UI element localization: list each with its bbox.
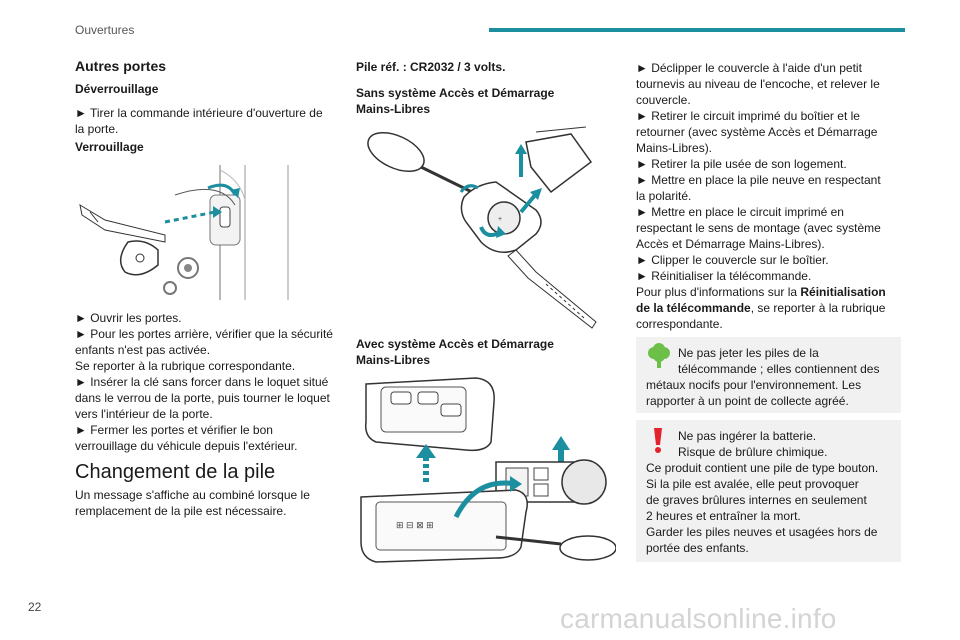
text-line: Ne pas ingérer la batterie. (678, 429, 817, 443)
exclamation-icon (648, 426, 668, 454)
text-line: Risque de brûlure chimique. (678, 445, 828, 459)
text-line: ► Ouvrir les portes. (75, 311, 182, 325)
deverrouillage-text (75, 105, 323, 137)
text-line: remplacement de la pile est nécessaire. (75, 504, 287, 518)
text-line: couvercle. (636, 93, 691, 107)
text-line: ► Tirer la commande intérieure d'ouverture de (75, 106, 323, 120)
text-line: verrouillage du véhicule depuis l'extérieur. (75, 439, 298, 453)
watermark: carmanualsonline.info (560, 603, 837, 634)
door-lock-illustration (70, 160, 340, 302)
svg-text:⊞ ⊟ ⊠ ⊞: ⊞ ⊟ ⊠ ⊞ (396, 520, 434, 530)
section-title-autres-portes: Autres portes (75, 58, 167, 74)
text-line: Si la pile est avalée, elle peut provoquer (646, 477, 859, 491)
running-header: Ouvertures (75, 23, 135, 37)
warning-note (636, 420, 901, 562)
text-line: Mains-Libres (356, 353, 431, 367)
text-line: de graves brûlures internes en seulement (646, 493, 867, 507)
battery-reference: Pile réf. : CR2032 / 3 volts. (356, 60, 506, 74)
hands-free-key-illustration (356, 372, 616, 564)
text-line: respectant le sens de montage (avec système (636, 221, 881, 235)
heading-sans-systeme (356, 85, 554, 117)
text-line: ► Déclipper le couvercle à l'aide d'un petit (636, 61, 862, 75)
battery-replacement-steps (636, 60, 901, 332)
text-line: dans le verrou de la porte, puis tourner le loquet (75, 391, 330, 405)
tree-icon (646, 343, 672, 369)
eco-note (636, 337, 901, 413)
text-line: ► Insérer la clé sans forcer dans le loquet situé (75, 375, 329, 389)
text-line: enfants n'est pas activée. (75, 343, 211, 357)
text-line: ► Mettre en place le circuit imprimé en (636, 205, 844, 219)
text-line: ► Fermer les portes et vérifier le bon (75, 423, 273, 437)
text-line: portée des enfants. (646, 541, 749, 555)
text-line: vers l'intérieur de la porte. (75, 407, 213, 421)
verrouillage-steps (75, 310, 340, 454)
text-line: correspondante. (636, 317, 723, 331)
heading-verrouillage: Verrouillage (75, 140, 144, 154)
text-line: Ce produit contient une pile de type bouton. (646, 461, 879, 475)
reference-line (636, 284, 901, 300)
text-line: ► Clipper le couvercle sur le boîtier. (636, 253, 829, 267)
key-battery-illustration (356, 122, 616, 332)
heading-avec-systeme (356, 336, 554, 368)
text-line: métaux nocifs pour l'environnement. Les (646, 378, 862, 392)
text-line: ► Retirer la pile usée de son logement. (636, 157, 847, 171)
page-number: 22 (28, 600, 42, 614)
text-line: tournevis au niveau de l'encoche, et relever le (636, 77, 880, 91)
text-line: ► Pour les portes arrière, vérifier que la sécurité (75, 327, 333, 341)
text-line: ► Retirer le circuit imprimé du boîtier et le (636, 109, 860, 123)
text-line: Mains-Libres). (636, 141, 713, 155)
text-line: Ne pas jeter les piles de la (678, 346, 819, 360)
reference-line-2 (636, 300, 901, 316)
text-line: télécommande ; elles contiennent des (678, 362, 880, 376)
text-line: Garder les piles neuves et usagées hors de (646, 525, 878, 539)
text-line: Se reporter à la rubrique correspondante. (75, 359, 296, 373)
ref-prefix: Pour plus d'informations sur la (636, 285, 801, 299)
text-line: Avec système Accès et Démarrage (356, 337, 554, 351)
text-line: 2 heures et entraîner la mort. (646, 509, 801, 523)
changement-intro (75, 487, 310, 519)
svg-text:+: + (498, 216, 503, 223)
heading-deverrouillage: Déverrouillage (75, 82, 159, 96)
text-line: rapporter à un point de collecte agréé. (646, 394, 849, 408)
text-line: Mains-Libres (356, 102, 431, 116)
ref-suffix: , se reporter à la rubrique (750, 301, 886, 315)
text-line: la porte. (75, 122, 119, 136)
ref-link-reinitialisation: Réinitialisation (800, 285, 886, 299)
section-title-changement-pile: Changement de la pile (75, 461, 276, 483)
ref-link-telecommande: de la télécommande (636, 301, 751, 315)
text-line: Sans système Accès et Démarrage (356, 86, 555, 100)
text-line: Un message s'affiche au combiné lorsque le (75, 488, 310, 502)
text-line: ► Réinitialiser la télécommande. (636, 269, 812, 283)
text-line: ► Mettre en place la pile neuve en respectant (636, 173, 881, 187)
text-line: Accès et Démarrage Mains-Libres). (636, 237, 825, 251)
text-line: retourner (avec système Accès et Démarrage (636, 125, 878, 139)
text-line: la polarité. (636, 189, 692, 203)
header-accent-bar (489, 28, 905, 32)
